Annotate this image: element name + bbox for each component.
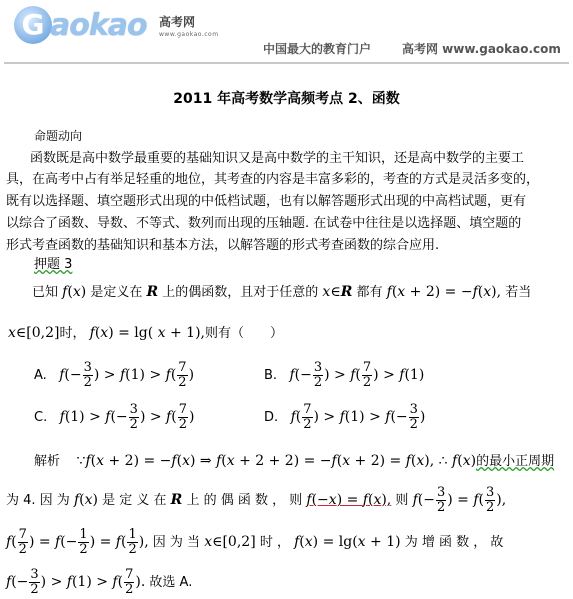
intro-line: 具，在高考中占有举足轻重的地位，其考查的内容是丰富多彩的，考查的方式是灵活多变的， <box>6 172 540 187</box>
solution-line-4: f(− $\frac{3}{2}$ ) > f(1) > f( $\frac{7}{2}$ ). 故选 A. <box>6 567 193 597</box>
header-site: 高考网 www.gaokao.com <box>402 42 561 56</box>
problem-text: 是定义在 <box>90 285 143 300</box>
problem-line-2: x∈[0,2]时， f(x) = lg( x + 1),则有（ ） <box>8 325 284 341</box>
section-heading: 命题动向 <box>34 129 83 143</box>
option-a[interactable]: A. f(− $\frac{3}{2}$ ) > f(1) > f( $\frac{7}{2}$ ) <box>34 360 195 390</box>
solution-text: 的最小正周期 <box>476 454 555 469</box>
header-divider <box>4 62 569 64</box>
solution-text: 为 增 函 数 ， 故 <box>404 535 504 550</box>
option-label: B. <box>264 368 278 383</box>
intro-line: 既有以选择题、填空题形式出现的中低档试题，也有以解答题形式出现的中高档试题，更有 <box>6 194 527 209</box>
option-d[interactable]: D. f( $\frac{7}{2}$ ) > f(1) > f(− $\frac{3}{2}$ ) <box>264 402 426 432</box>
logo-url: www.gaokao.com <box>159 31 219 38</box>
option-b[interactable]: B. f(− $\frac{3}{2}$ ) > f( $\frac{7}{2}$ ) > f(1) <box>264 360 425 390</box>
solution-text: 则 <box>395 493 409 508</box>
solution-line-2: 为 4. 因 为 f(x) 是 定 义 在 R 上 的 偶 函 数 ， 则 f(−x) = f(x), 则 f(− $\frac{3}{2}$ ) = f( $\frac{3}{2}$ ), <box>6 485 507 515</box>
solution-text: 是 定 义 在 <box>102 493 167 508</box>
problem-text: 则有（ ） <box>205 326 284 341</box>
solution-text: 因 为 当 <box>152 535 201 550</box>
logo-mark: G <box>14 6 52 44</box>
option-c[interactable]: C. f(1) > f(− $\frac{3}{2}$ ) > f( $\frac{7}{2}$ ) <box>34 402 195 432</box>
option-label: D. <box>264 410 279 425</box>
option-label: A. <box>34 368 47 383</box>
logo-cn: 高考网 <box>159 15 196 29</box>
solution-text: 为 4. 因 为 <box>6 493 70 508</box>
solution-text: 上 的 偶 函 数 ， 则 <box>186 493 303 508</box>
intro-line: 形式考查函数的基础知识和基本方法，以解答题的形式考查函数的综合应用. <box>6 238 440 253</box>
problem-text: 已知 <box>32 285 59 300</box>
intro-line: 以综合了函数、导数、不等式、数列而出现的压轴题. 在试卷中往往是以选择题、填空题的 <box>6 216 522 231</box>
solution-answer: 故选 A. <box>149 575 193 590</box>
problem-label <box>34 253 72 272</box>
problem-label-text: 押题 3 <box>34 257 73 272</box>
problem-line-1: 已知 f(x) 是定义在 R 上的偶函数，且对于任意的 x∈R 都有 f(x + 2) = −f(x), 若当 <box>32 284 532 300</box>
logo-text: aokao <box>50 8 147 43</box>
solution-line-1: 解析 ∵f(x + 2) = −f(x) ⇒ f(x + 2 + 2) = −f(x + 2) = f(x), ∴ f(x)的最小正周期 <box>34 453 555 469</box>
problem-text: 时， <box>59 326 86 341</box>
intro-line: 函数既是高中数学最重要的基础知识又是高中数学的主干知识，还是高中数学的主要工 <box>30 151 525 166</box>
problem-text: 上的偶函数，且对于任意的 <box>162 285 319 300</box>
option-label: C. <box>34 410 48 425</box>
page-title: 2011 年高考数学高频考点 2、函数 <box>173 91 400 107</box>
problem-text: 都有 <box>356 285 383 300</box>
solution-label: 解析 <box>34 454 61 469</box>
solution-text: 时 ， <box>259 535 290 550</box>
problem-text: 若当 <box>505 285 532 300</box>
solution-line-3: f( $\frac{7}{2}$ ) = f(− $\frac{1}{2}$ ) = f( $\frac{1}{2}$ ), 因 为 当 x∈[0,2] 时 ， f(x) = lg(x + 1) 为 增 函 数 ， 故 <box>6 527 504 557</box>
header-slogan: 中国最大的教育门户 <box>263 42 372 56</box>
